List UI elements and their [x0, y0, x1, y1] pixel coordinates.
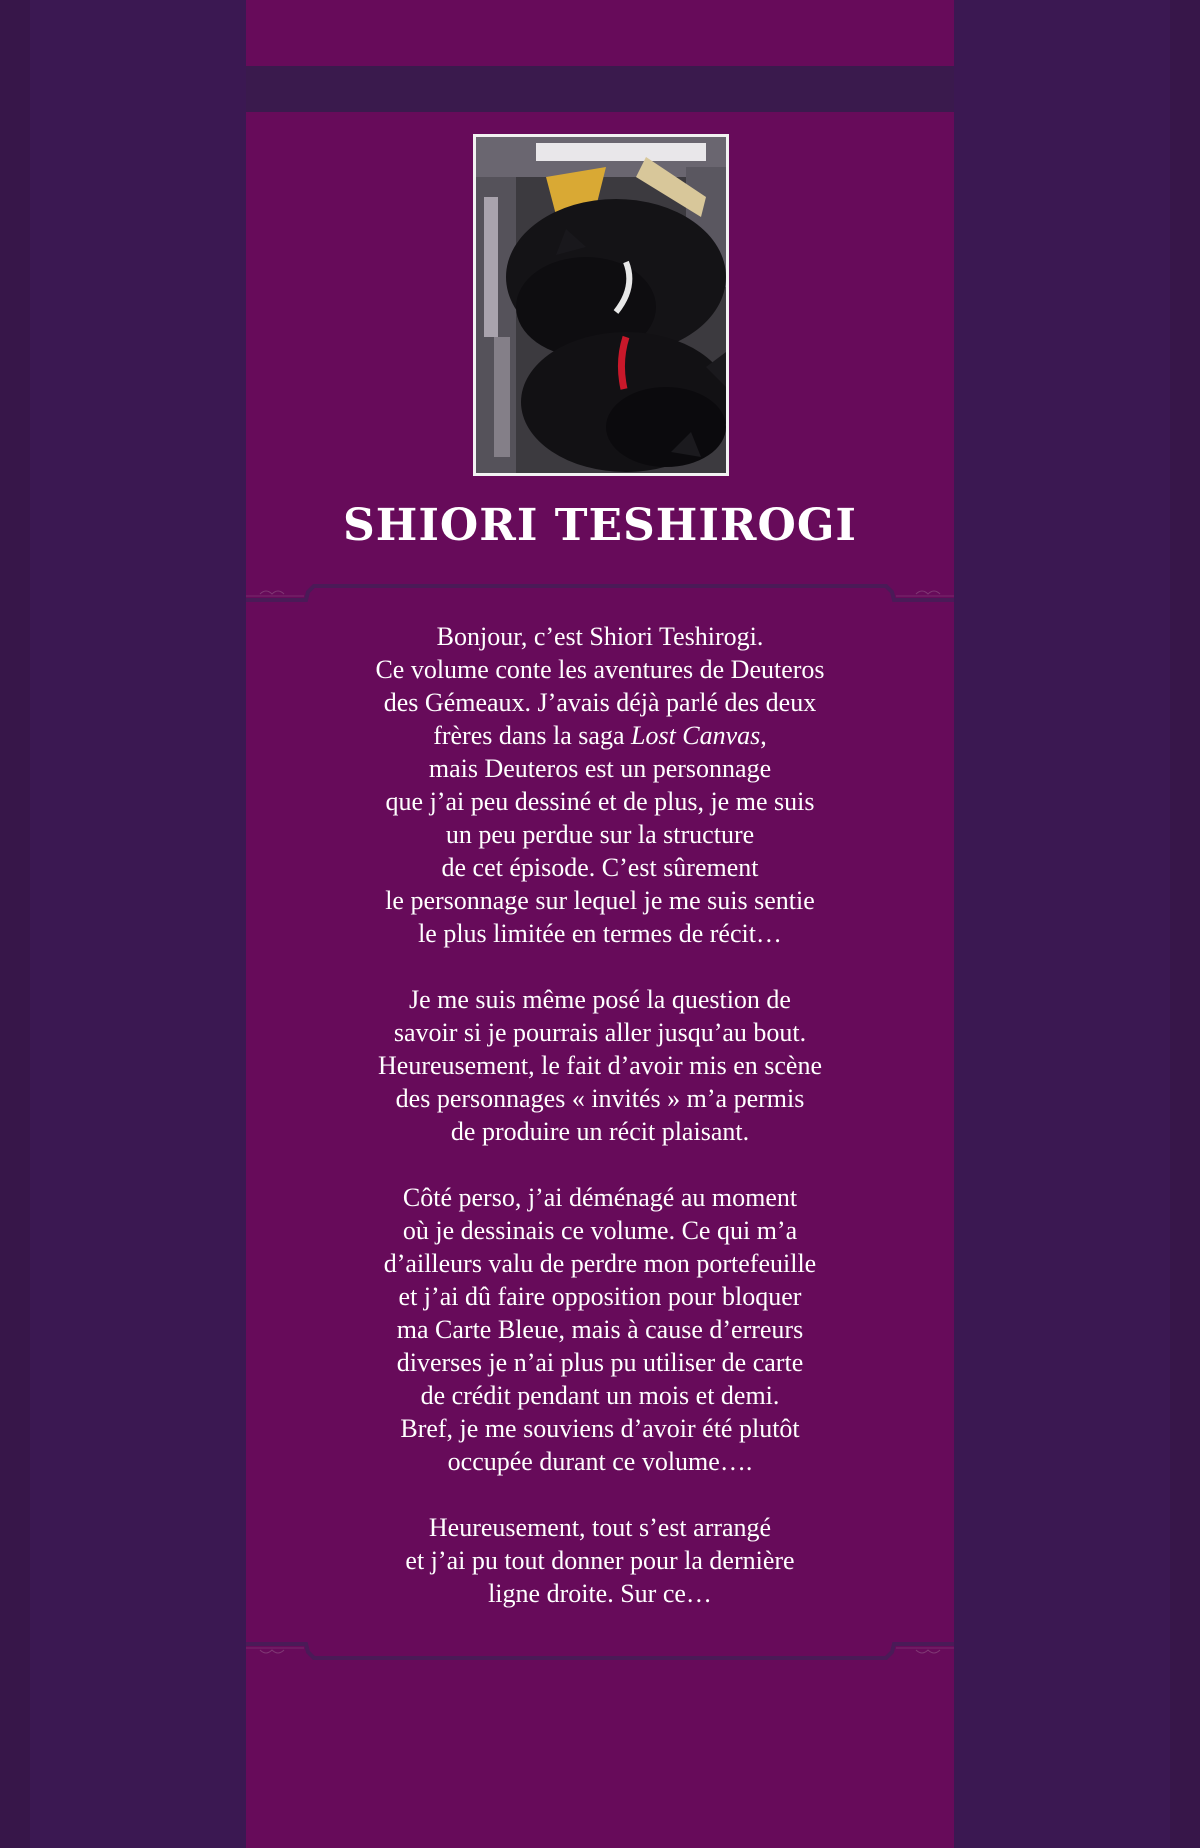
- author-name-title: SHIORI TESHIROGI: [343, 500, 857, 551]
- paragraph-4: [276, 1511, 924, 1610]
- text-line: des Gémeaux. J’avais déjà parlé des deux: [383, 688, 817, 717]
- text-line: Bref, je me souviens d’avoir été plutôt: [400, 1414, 800, 1443]
- left-side-edge: [0, 0, 30, 1848]
- text-line: de crédit pendant un mois et demi.: [420, 1381, 780, 1410]
- text-line: Côté perso, j’ai déménagé au moment: [402, 1183, 798, 1212]
- cats-photo-image: [476, 137, 726, 473]
- text-line: que j’ai peu dessiné et de plus, je me suis: [385, 787, 815, 816]
- right-side-edge: [1170, 0, 1200, 1848]
- text-segment: ,: [760, 721, 767, 750]
- text-line: de cet épisode. C’est sûrement: [441, 853, 759, 882]
- text-line: et j’ai dû faire opposition pour bloquer: [398, 1282, 802, 1311]
- paragraph-2: [276, 983, 924, 1148]
- text-line: un peu perdue sur la structure: [445, 820, 755, 849]
- text-line: diverses je n’ai plus pu utiliser de carte: [396, 1348, 804, 1377]
- text-line: occupée durant ce volume….: [447, 1447, 753, 1476]
- text-line: le plus limitée en termes de récit…: [418, 919, 782, 948]
- text-line: de produire un récit plaisant.: [450, 1117, 750, 1146]
- right-side-panel: [954, 0, 1200, 1848]
- text-line: ligne droite. Sur ce…: [488, 1579, 712, 1608]
- text-line: Je me suis même posé la question de: [409, 985, 791, 1014]
- text-line: Heureusement, le fait d’avoir mis en scène: [378, 1051, 822, 1080]
- text-line: Heureusement, tout s’est arrangé: [428, 1513, 772, 1542]
- text-line: [276, 719, 924, 752]
- text-line: et j’ai pu tout donner pour la dernière: [405, 1546, 795, 1575]
- content-column: [246, 0, 954, 1848]
- text-segment: frères dans la saga: [433, 721, 631, 750]
- text-line: ma Carte Bleue, mais à cause d’erreurs: [396, 1315, 804, 1344]
- paragraph-1: [276, 620, 924, 950]
- text-line: où je dessinais ce volume. Ce qui m’a: [402, 1216, 798, 1245]
- text-line: Ce volume conte les aventures de Deuteros: [375, 655, 825, 684]
- top-ornament-border: [246, 566, 954, 606]
- bottom-ornament-border: [246, 1638, 954, 1678]
- italic-title: Lost Canvas: [630, 721, 761, 750]
- text-line: Bonjour, c’est Shiori Teshirogi.: [436, 622, 764, 651]
- text-line: mais Deuteros est un personnage: [428, 754, 772, 783]
- text-line: d’ailleurs valu de perdre mon portefeuille: [383, 1249, 817, 1278]
- author-photo: [473, 134, 729, 476]
- top-band: [246, 66, 954, 112]
- left-side-panel: [0, 0, 246, 1848]
- message-body: [276, 620, 924, 1643]
- text-line: savoir si je pourrais aller jusqu’au bout.: [393, 1018, 807, 1047]
- text-line: le personnage sur lequel je me suis sentie: [385, 886, 815, 915]
- text-line: des personnages « invités » m’a permis: [395, 1084, 805, 1113]
- paragraph-3: [276, 1181, 924, 1478]
